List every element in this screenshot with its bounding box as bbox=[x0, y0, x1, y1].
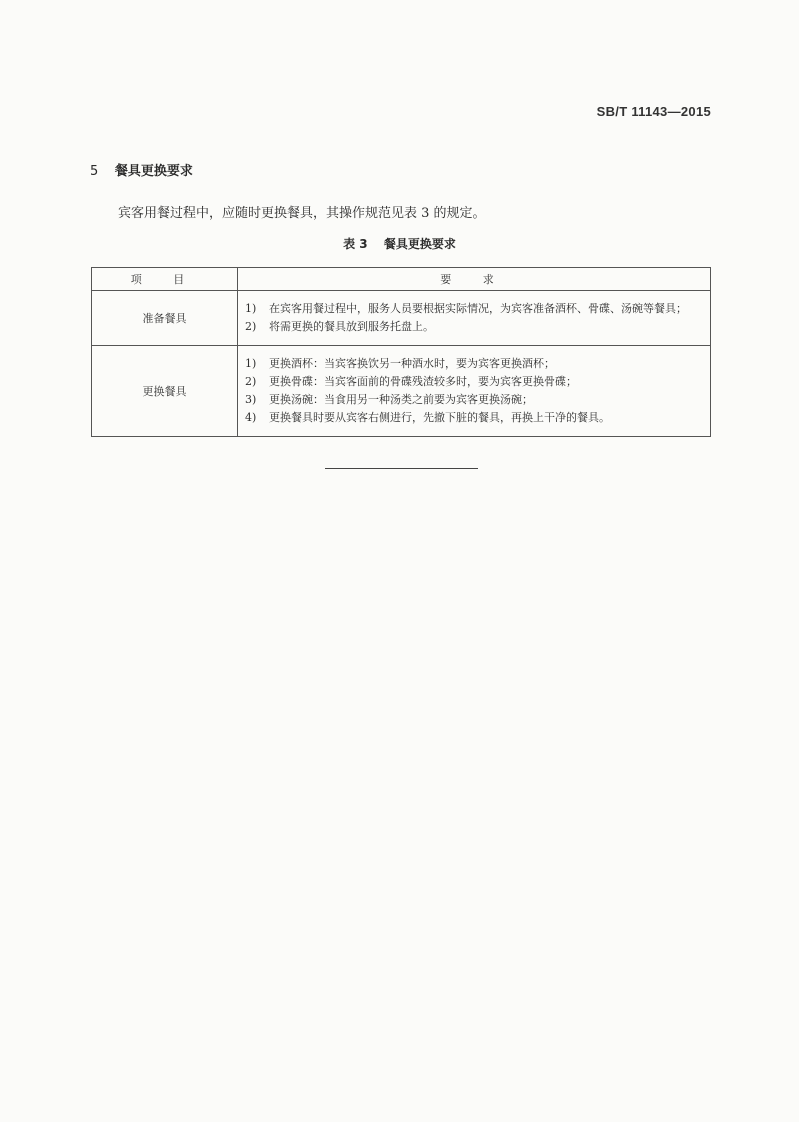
requirement-text: 更换骨碟：当宾客面前的骨碟残渣较多时，要为宾客更换骨碟； bbox=[269, 375, 577, 388]
document-code: SB/T 11143—2015 bbox=[596, 104, 711, 119]
requirement-line bbox=[245, 409, 702, 427]
table-header-row bbox=[92, 268, 711, 291]
table-caption-number: 表 3 bbox=[343, 237, 368, 251]
requirement-text: 在宾客用餐过程中，服务人员要根据实际情况，为宾客准备酒杯、骨碟、汤碗等餐具； bbox=[269, 302, 687, 315]
requirement-text: 更换酒杯：当宾客换饮另一种酒水时，要为宾客更换酒杯； bbox=[269, 357, 555, 370]
header-item: 项 目 bbox=[92, 268, 238, 291]
requirement-index: 1) bbox=[245, 302, 257, 315]
item-cell: 准备餐具 bbox=[92, 291, 238, 346]
requirement-index: 2) bbox=[245, 320, 257, 333]
requirement-index: 2) bbox=[245, 375, 257, 388]
intro-paragraph: 宾客用餐过程中，应随时更换餐具，其操作规范见表 3 的规定。 bbox=[118, 206, 486, 221]
section-heading bbox=[90, 160, 193, 179]
section-number: 5 bbox=[90, 164, 99, 179]
requirement-index: 3) bbox=[245, 393, 257, 406]
table-row bbox=[92, 346, 711, 437]
table-row bbox=[92, 291, 711, 346]
requirement-line bbox=[245, 391, 702, 409]
requirement-line bbox=[245, 373, 702, 391]
requirement-line bbox=[245, 355, 702, 373]
section-title: 餐具更换要求 bbox=[114, 164, 193, 179]
requirement-line bbox=[245, 300, 702, 318]
requirement-index: 4) bbox=[245, 411, 257, 424]
requirements-table bbox=[91, 267, 711, 437]
requirement-text: 更换汤碗：当食用另一种汤类之前要为宾客更换汤碗； bbox=[269, 393, 533, 406]
end-of-document-rule bbox=[325, 468, 478, 469]
table-caption bbox=[0, 235, 799, 252]
item-cell: 更换餐具 bbox=[92, 346, 238, 437]
requirement-cell bbox=[238, 346, 711, 437]
requirement-index: 1) bbox=[245, 357, 257, 370]
requirement-line bbox=[245, 318, 702, 336]
requirement-cell bbox=[238, 291, 711, 346]
requirement-text: 更换餐具时要从宾客右侧进行，先撤下脏的餐具，再换上干净的餐具。 bbox=[269, 411, 610, 424]
header-requirement: 要 求 bbox=[238, 268, 711, 291]
table-caption-title: 餐具更换要求 bbox=[383, 237, 456, 251]
requirement-text: 将需更换的餐具放到服务托盘上。 bbox=[269, 320, 434, 333]
